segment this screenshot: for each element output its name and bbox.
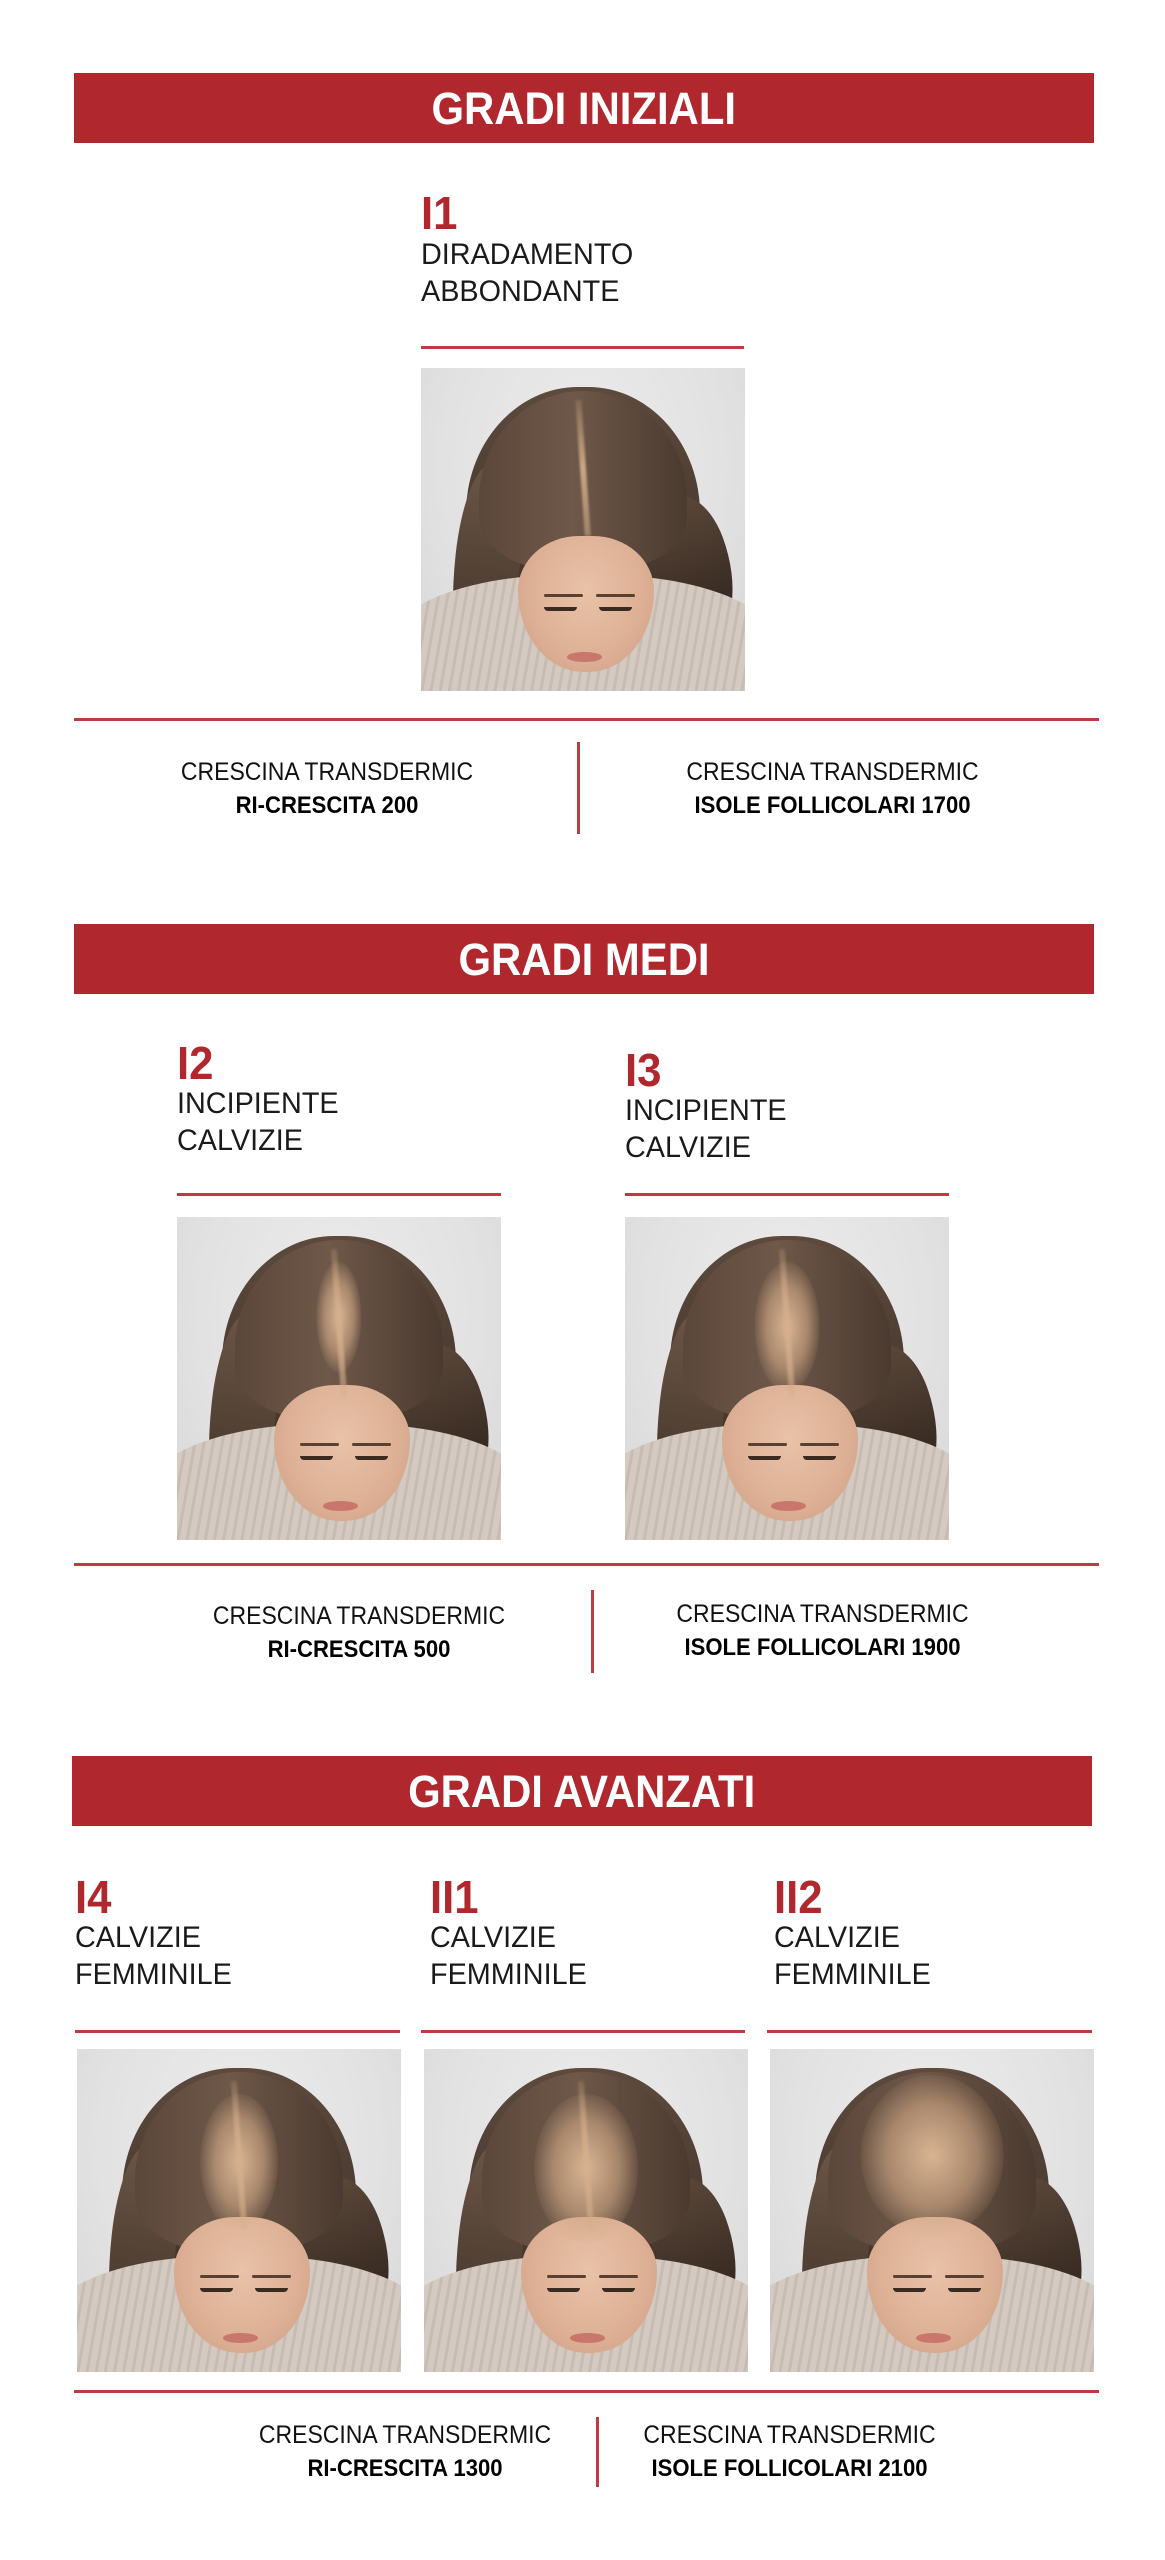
grade-description [421, 236, 633, 310]
product-separator [596, 2417, 599, 2487]
grade-code: I2 [177, 1037, 214, 1089]
grade-description-line1: DIRADAMENTO [421, 238, 634, 271]
product-name: RI-CRESCITA 500 [267, 1636, 451, 1663]
grade-underline [767, 2030, 1092, 2033]
product-separator [577, 742, 580, 834]
grade-description-line2: ABBONDANTE [421, 275, 620, 308]
grade-description [430, 1919, 587, 1993]
product-name: ISOLE FOLLICOLARI 2100 [651, 2455, 928, 2482]
product-name: RI-CRESCITA 200 [235, 792, 419, 819]
grade-description-line2: CALVIZIE [177, 1124, 303, 1157]
grade-code: II1 [430, 1871, 479, 1923]
grade-photo-I2 [177, 1217, 501, 1540]
grade-description-line1: CALVIZIE [774, 1921, 900, 1954]
product-brand: CRESCINA TRANSDERMIC [686, 758, 979, 786]
product-ricrescita-1300 [230, 2419, 580, 2485]
grade-description [75, 1919, 232, 1993]
product-brand: CRESCINA TRANSDERMIC [643, 2421, 936, 2449]
product-isole-follicolari-2100 [612, 2419, 967, 2485]
product-isole-follicolari-1700 [655, 756, 1010, 822]
grade-description-line1: CALVIZIE [430, 1921, 556, 1954]
product-brand: CRESCINA TRANSDERMIC [180, 758, 474, 786]
grade-description-line1: INCIPIENTE [177, 1087, 339, 1120]
grade-underline [421, 2030, 745, 2033]
product-brand: CRESCINA TRANSDERMIC [258, 2421, 552, 2449]
grade-description-line2: FEMMINILE [774, 1958, 931, 1991]
product-name: ISOLE FOLLICOLARI 1700 [694, 792, 971, 819]
grade-description [625, 1092, 787, 1166]
grade-description-line2: CALVIZIE [625, 1131, 751, 1164]
section-banner-gradi-medi [74, 924, 1094, 994]
grade-code: I1 [421, 187, 458, 239]
grade-photo-II1 [424, 2049, 748, 2372]
section-title: GRADI INIZIALI [431, 82, 737, 134]
grade-description [774, 1919, 931, 1993]
grade-description [177, 1085, 339, 1159]
grade-photo-I3 [625, 1217, 949, 1540]
product-isole-follicolari-1900 [645, 1598, 1000, 1664]
grade-photo-I4 [77, 2049, 401, 2372]
grade-photo-II2 [770, 2049, 1094, 2372]
section-title: GRADI AVANZATI [408, 1765, 756, 1817]
product-name: ISOLE FOLLICOLARI 1900 [684, 1634, 961, 1661]
grade-description-line2: FEMMINILE [430, 1958, 587, 1991]
section-banner-gradi-avanzati [72, 1756, 1092, 1826]
section-divider-line [74, 2390, 1099, 2393]
product-ricrescita-200 [157, 756, 497, 822]
grade-underline [421, 346, 744, 349]
grade-underline [625, 1193, 949, 1196]
grade-underline [177, 1193, 501, 1196]
product-brand: CRESCINA TRANSDERMIC [212, 1602, 506, 1630]
section-title: GRADI MEDI [458, 933, 710, 985]
section-divider-line [74, 1563, 1099, 1566]
grade-description-line1: CALVIZIE [75, 1921, 201, 1954]
grade-description-line1: INCIPIENTE [625, 1094, 787, 1127]
section-divider-line [74, 718, 1099, 721]
grade-photo-I1 [421, 368, 745, 691]
grade-code: I3 [625, 1044, 662, 1096]
product-brand: CRESCINA TRANSDERMIC [676, 1600, 969, 1628]
grade-description-line2: FEMMINILE [75, 1958, 232, 1991]
section-banner-gradi-iniziali [74, 73, 1094, 143]
product-ricrescita-500 [189, 1600, 529, 1666]
product-separator [591, 1590, 594, 1673]
product-name: RI-CRESCITA 1300 [307, 2455, 503, 2482]
grade-code: II2 [774, 1871, 823, 1923]
grade-code: I4 [75, 1871, 112, 1923]
grade-underline [75, 2030, 400, 2033]
